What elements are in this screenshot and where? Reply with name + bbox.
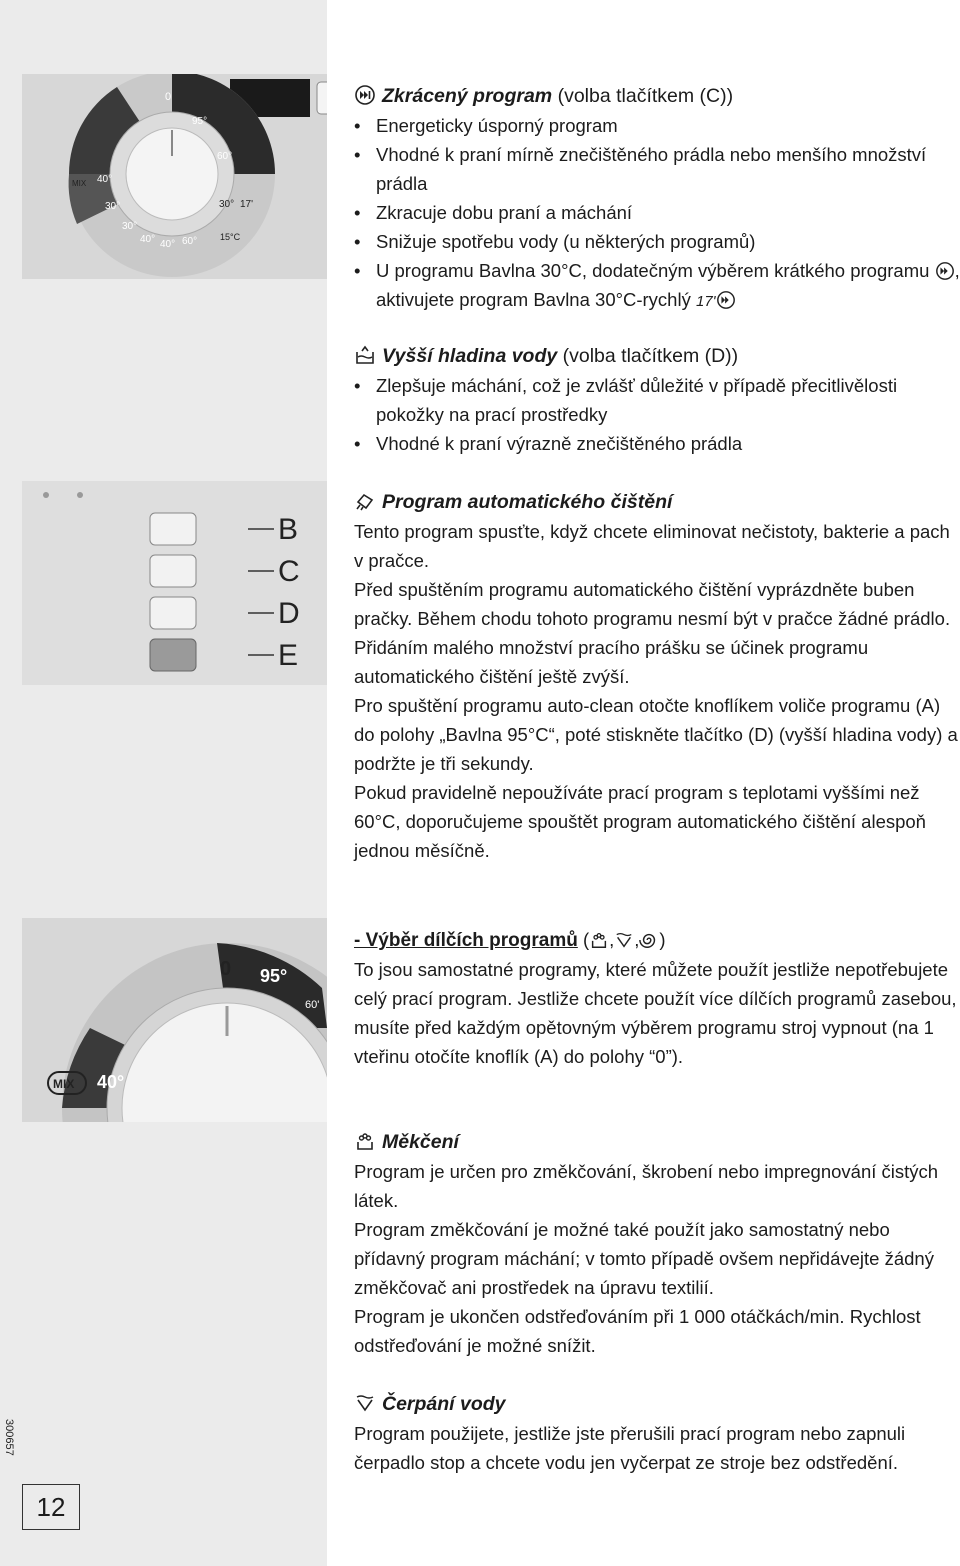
spin-icon [639, 930, 659, 950]
section-drain [354, 1390, 960, 1477]
dial1-label: 60° [217, 151, 233, 162]
paragraph: Program změkčování je možné také použít jako samostatný nebo přídavný program máchání; v tomto případě ovšem nepřidávejte žádný změkčovač ani prostředek na úpravu textilií. [354, 1219, 934, 1298]
section-heading [354, 925, 960, 955]
section-softening [354, 1128, 960, 1360]
short-bullets [354, 111, 960, 316]
partial-title-sep1: , [609, 929, 615, 950]
dial1-label: 30° [122, 221, 138, 232]
dial1-label: 60° [182, 236, 198, 247]
paragraph: Pro spuštění programu auto-clean otočte knoflíkem voliče programu (A) do polohy „Bavlna 95°C“, poté stiskněte tlačítko (D) (vyšší hladina vody) a podržte je tři sekundy. [354, 695, 958, 774]
list-item: • Energeticky úsporný program [354, 111, 960, 140]
partial-title: - Výběr dílčích programů [354, 930, 578, 951]
dial1-label: MIX [72, 179, 87, 188]
program-dial-illustration [22, 74, 327, 279]
section-heading [354, 1390, 960, 1419]
document-code: 300657 [3, 1419, 15, 1456]
option-buttons-illustration [22, 481, 327, 685]
softener-icon [589, 930, 609, 950]
paragraph: Pokud pravidelně nepoužíváte prací program s teplotami vyššími než 60°C, doporučujeme spouštět program automatického čištění alespoň jednou měsíčně. [354, 782, 926, 861]
short-last-a: U programu Bavlna 30°C, dodatečným výběrem krátkého programu [376, 260, 930, 281]
dial1-label: 15°C [220, 232, 241, 242]
section-auto-clean [354, 488, 960, 865]
list-item: • Vhodné k praní mírně znečištěného prádla nebo menšího množství prádla [354, 140, 960, 198]
partial-title-open: ( [577, 929, 590, 950]
water-bullets [354, 371, 960, 458]
section-heading [354, 82, 960, 111]
dial1-label: 40° [97, 174, 113, 185]
list-item [354, 256, 960, 316]
partial-title-close: ) [659, 929, 666, 950]
dial2-label: 95° [260, 966, 288, 986]
section-heading [354, 342, 960, 371]
list-item: • Vhodné k praní výrazně znečištěného prádla [354, 429, 960, 458]
list-item: • Zkracuje dobu praní a máchání [354, 198, 960, 227]
fast-forward-icon [354, 84, 376, 106]
dial2-label: 40° [97, 1072, 125, 1092]
drain-title: Čerpání vody [382, 1393, 506, 1415]
water-title: Vyšší hladina vody [382, 345, 558, 367]
short-title: Zkrácený program [382, 85, 553, 107]
paragraph: Před spuštěním programu automatického čištění vyprázdněte buben pračky. Během chodu tohoto programu nesmí být v pračce žádné prádlo. [354, 579, 951, 629]
button-letter: E [278, 639, 299, 672]
fast-forward-icon [935, 261, 955, 281]
paragraph: Program je určen pro změkčování, škrobení nebo impregnování čistých látek. [354, 1161, 939, 1211]
fast-forward-icon [716, 290, 736, 310]
button-letter: B [278, 513, 299, 546]
page-number: 12 [22, 1484, 80, 1530]
paragraph: Program použijete, jestliže jste přerušili prací program nebo zapnuli čerpadlo stop a chcete vodu jen vyčerpat ze stroje bez odstředění. [354, 1423, 906, 1473]
dial2-label: 0 [220, 958, 232, 980]
button-letter: C [278, 555, 300, 588]
drain-icon [354, 1392, 376, 1414]
soft-title: Měkčení [382, 1131, 459, 1153]
partial-title-sep2: , [634, 929, 640, 950]
button-letter: D [278, 597, 300, 630]
section-heading [354, 1128, 960, 1157]
water-level-icon [354, 344, 376, 366]
section-partial-programs [354, 925, 960, 1071]
dial1-label: 40° [140, 234, 156, 245]
program-dial-closeup-illustration [22, 918, 327, 1122]
section-short-program [354, 82, 960, 316]
section-water-level [354, 342, 960, 458]
dial1-label: 30° [105, 201, 121, 212]
dial1-label: 40° [160, 239, 176, 250]
short-last-b: , aktivujete program Bavlna 30°C-rychlý [376, 260, 960, 310]
dial2-label: MIX [53, 1077, 75, 1091]
water-title-suffix: (volba tlačítkem (D)) [557, 345, 739, 367]
paragraph: Přidáním malého množství pracího prášku se účinek programu automatického čištění ještě zvýší. [354, 637, 869, 687]
dial2-label: 60' [305, 999, 320, 1011]
paragraph: Tento program spusťte, když chcete eliminovat nečistoty, bakterie a pach v pračce. [354, 521, 950, 571]
paragraph: Program je ukončen odstřeďováním při 1 000 otáčkách/min. Rychlost odstřeďování je možné snížit. [354, 1306, 921, 1356]
paragraph: To jsou samostatné programy, které můžete použít jestliže nepotřebujete celý prací program. Jestliže chcete použít více dílčích programů zasebou, musíte před každým opětovným výběrem programu stroj vypnout (na 1 vteřinu otočíte knoflík (A) do polohy “0”). [354, 959, 957, 1067]
dial1-label: 95° [192, 116, 208, 127]
list-item: • Snižuje spotřebu vody (u některých programů) [354, 227, 960, 256]
clean-title: Program automatického čištění [382, 491, 673, 513]
drain-icon [614, 930, 634, 950]
dial1-label: 0 [165, 91, 172, 103]
softener-icon [354, 1130, 376, 1152]
dial1-label: 17' [240, 199, 254, 210]
section-heading [354, 488, 960, 517]
dial1-label: 30° [219, 199, 235, 210]
list-item: • Zlepšuje máchání, což je zvlášť důležité v případě přecitlivělosti pokožky na prací prostředky [354, 371, 960, 429]
auto-clean-icon [354, 490, 376, 512]
short-last-c: 17' [695, 293, 716, 310]
short-title-suffix: (volba tlačítkem (C)) [552, 85, 734, 107]
